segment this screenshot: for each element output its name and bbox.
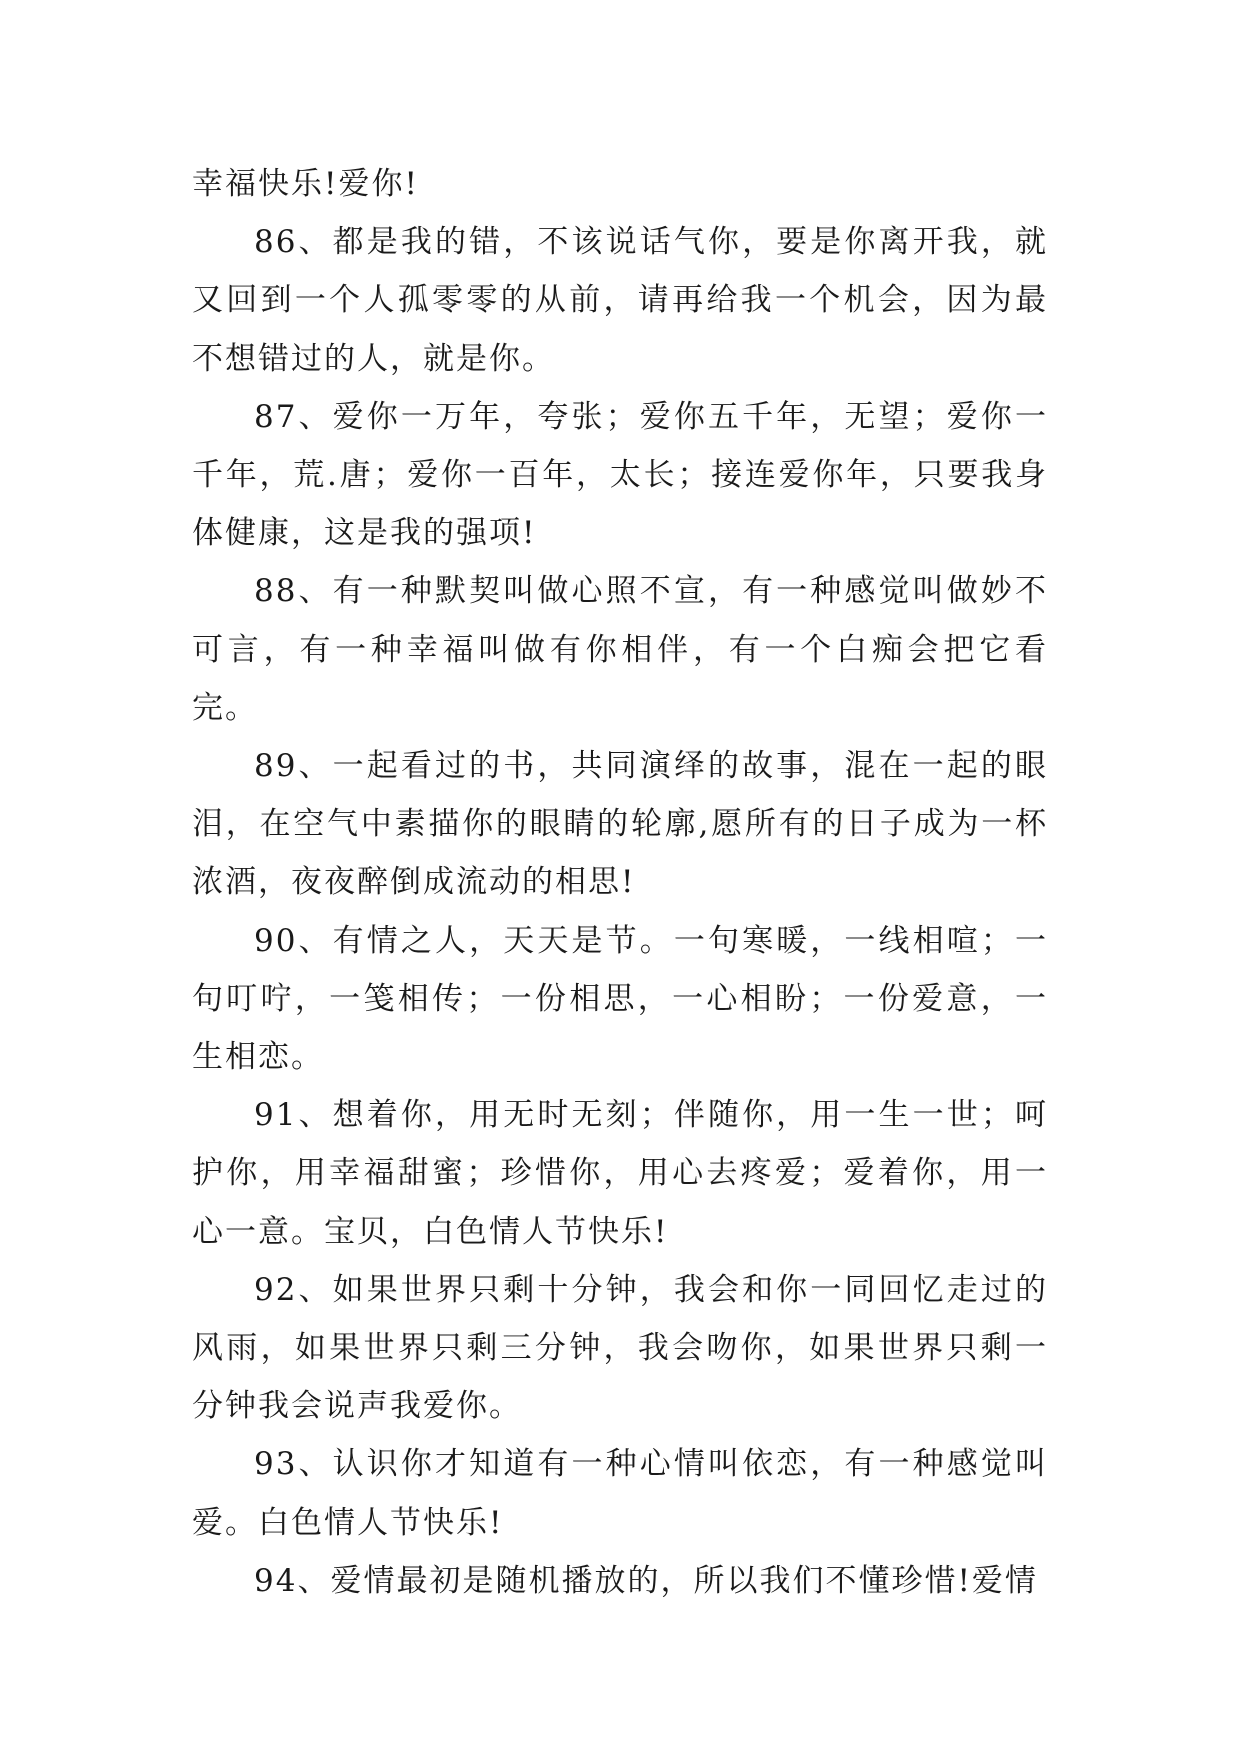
document-body [192,155,1048,1610]
paragraph-91: 91、想着你，用无时无刻；伴随你，用一生一世；呵护你，用幸福甜蜜；珍惜你，用心去疼爱；爱着你，用一心一意。宝贝，白色情人节快乐! [192,1097,1048,1250]
paragraph-86: 86、都是我的错，不该说话气你，要是你离开我，就又回到一个人孤零零的从前，请再给我一个机会，因为最不想错过的人，就是你。 [192,224,1048,377]
paragraph-89: 89、一起看过的书，共同演绎的故事，混在一起的眼泪，在空气中素描你的眼睛的轮廓,愿所有的日子成为一杯浓酒，夜夜醉倒成流动的相思! [192,748,1048,901]
paragraph-continuation: 幸福快乐!爱你! [192,166,419,202]
paragraph-90: 90、有情之人，天天是节。一句寒暖，一线相喧；一句叮咛，一笺相传；一份相思，一心相盼；一份爱意，一生相恋。 [192,922,1048,1076]
paragraph-94: 94、爱情最初是随机播放的，所以我们不懂珍惜!爱情 [254,1562,1038,1599]
paragraph-88: 88、有一种默契叫做心照不宣，有一种感觉叫做妙不可言，有一种幸福叫做有你相伴，有一个白痴会把它看完。 [192,573,1048,726]
paragraph-93: 93、认识你才知道有一种心情叫依恋，有一种感觉叫爱。白色情人节快乐! [192,1446,1048,1541]
paragraph-87: 87、爱你一万年，夸张；爱你五千年，无望；爱你一千年，荒.唐；爱你一百年，太长；接连爱你年，只要我身体健康，这是我的强项! [192,398,1048,552]
paragraph-92: 92、如果世界只剩十分钟，我会和你一同回忆走过的风雨，如果世界只剩三分钟，我会吻你，如果世界只剩一分钟我会说声我爱你。 [192,1271,1048,1425]
